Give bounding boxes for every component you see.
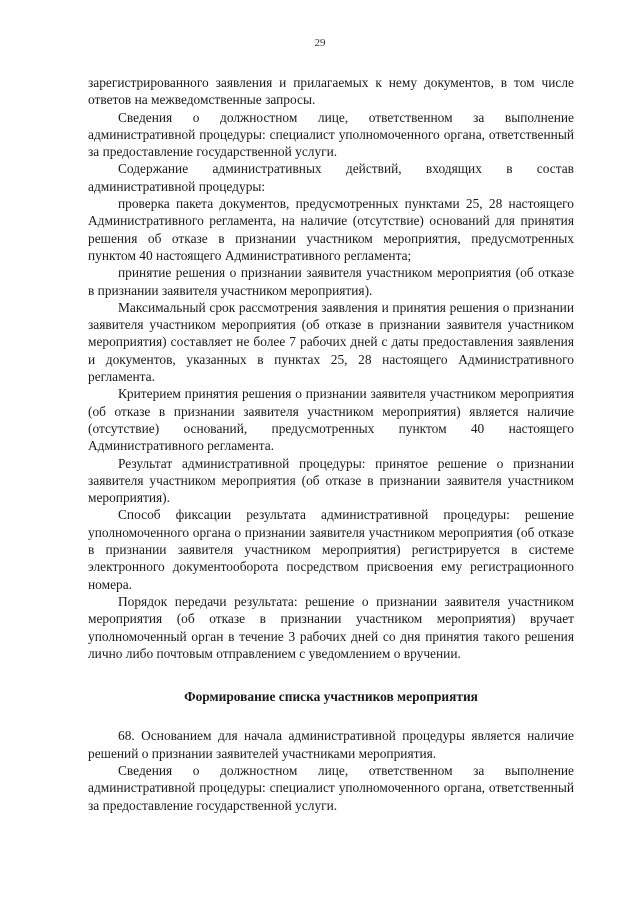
paragraph: 68. Основанием для начала административной процедуры является наличие решений о признании заявителей участниками мероприятия. (88, 728, 574, 761)
section-heading: Формирование списка участников мероприятия (184, 689, 478, 705)
paragraph: проверка пакета документов, предусмотренных пунктами 25, 28 настоящего Административного регламента, на наличие (отсутствие) оснований для принятия решения об отказе в признании участником мероприятия, предусмотренных пунктом 40 настоящего Административного регламента; (88, 196, 574, 263)
page-number: 29 (314, 37, 326, 49)
paragraph: Результат административной процедуры: принятое решение о признании заявителя участником мероприятия (об отказе в признании заявителя участником мероприятия). (88, 455, 574, 506)
paragraph: Способ фиксации результата административной процедуры: решение уполномоченного органа о признании заявителя участником мероприятия (об отказе в признании заявителя участником мероприятия) регистрируется в системе электронного документооборота посредством присвоения ему регистрационного номера. (88, 507, 574, 592)
paragraph: принятие решения о признании заявителя участником мероприятия (об отказе в признании заявителя участником мероприятия). (88, 265, 574, 298)
paragraph: Порядок передачи результата: решение о признании заявителя участником мероприятия (об отказе в признании участником мероприятия) вручает уполномоченный орган в течение 3 рабочих дней со дня принятия такого решения лично либо почтовым отправлением с уведомлением о вручении. (88, 593, 574, 661)
paragraph: Сведения о должностном лице, ответственном за выполнение административной процедуры: специалист уполномоченного органа, ответственный за предоставление государственной услуги. (88, 762, 574, 813)
paragraph: Сведения о должностном лице, ответственном за выполнение административной процедуры: специалист уполномоченного органа, ответственный за предоставление государственной услуги. (88, 109, 574, 160)
paragraph: Содержание административных действий, входящих в состав административной процедуры: (88, 161, 574, 194)
document-body (88, 74, 574, 814)
paragraph: Критерием принятия решения о признании заявителя участником мероприятия (об отказе в признании заявителя участником мероприятия) является наличие (отсутствие) оснований, предусмотренных пунктом 40 настоящего Административного регламента. (88, 386, 574, 454)
paragraph: Максимальный срок рассмотрения заявления и принятия решения о признании заявителя участником мероприятия (об отказе в признании заявителя участником мероприятия) составляет не более 7 рабочих дней с даты предоставления заявления и документов, указанных в пунктах 25, 28 настоящего Административного регламента. (88, 299, 574, 385)
paragraph: зарегистрированного заявления и прилагаемых к нему документов, в том числе ответов на межведомственные запросы. (88, 75, 574, 108)
